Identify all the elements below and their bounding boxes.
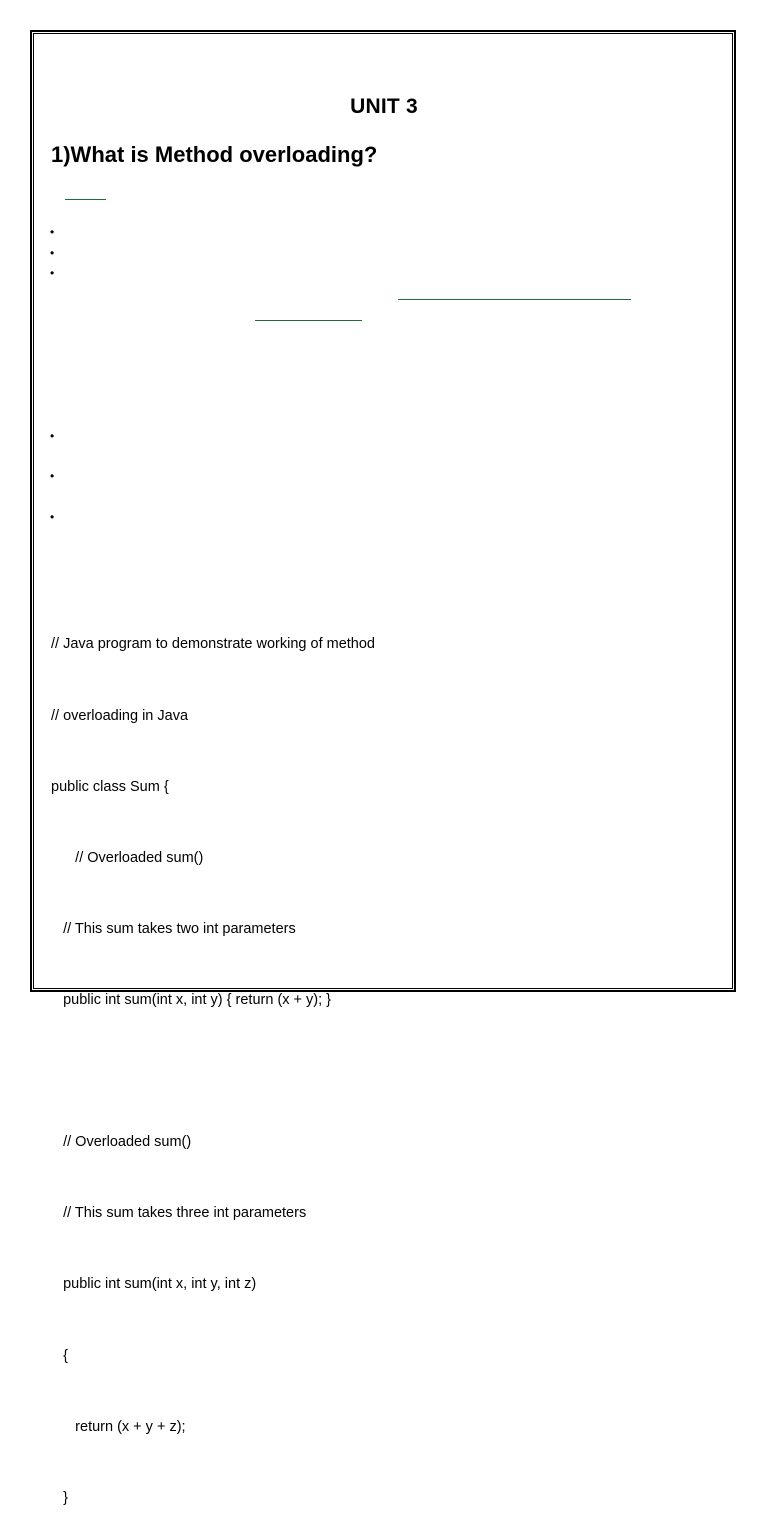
code-line: // Overloaded sum() [51,1134,192,1151]
code-line: public int sum(int x, int y) { return (x + y); } [51,991,332,1008]
underline-rule [398,299,631,300]
bullet-marker: • [50,246,55,260]
code-line: // This sum takes three int parameters [51,1205,307,1222]
bullet-marker: • [50,510,55,524]
code-line: { [51,1347,68,1364]
code-line: // overloading in Java [51,707,189,724]
code-line: // This sum takes two int parameters [51,920,296,937]
code-line: public int sum(int x, int y, int z) [51,1276,257,1293]
code-line: } [51,1489,68,1506]
code-block [51,586,375,1534]
unit-title: UNIT 3 [350,95,418,118]
bullet-marker: • [50,429,55,443]
code-line: return (x + y + z); [51,1418,186,1435]
bullet-marker: • [50,266,55,280]
code-line: // Java program to demonstrate working of method [51,636,375,653]
bullet-marker: • [50,225,55,239]
underline-rule [255,320,362,321]
bullet-marker: • [50,469,55,483]
underline-rule [65,199,106,200]
code-line [51,1060,375,1084]
code-line: // Overloaded sum() [51,849,204,866]
question-heading: 1)What is Method overloading? [51,142,378,167]
code-line: public class Sum { [51,778,169,795]
